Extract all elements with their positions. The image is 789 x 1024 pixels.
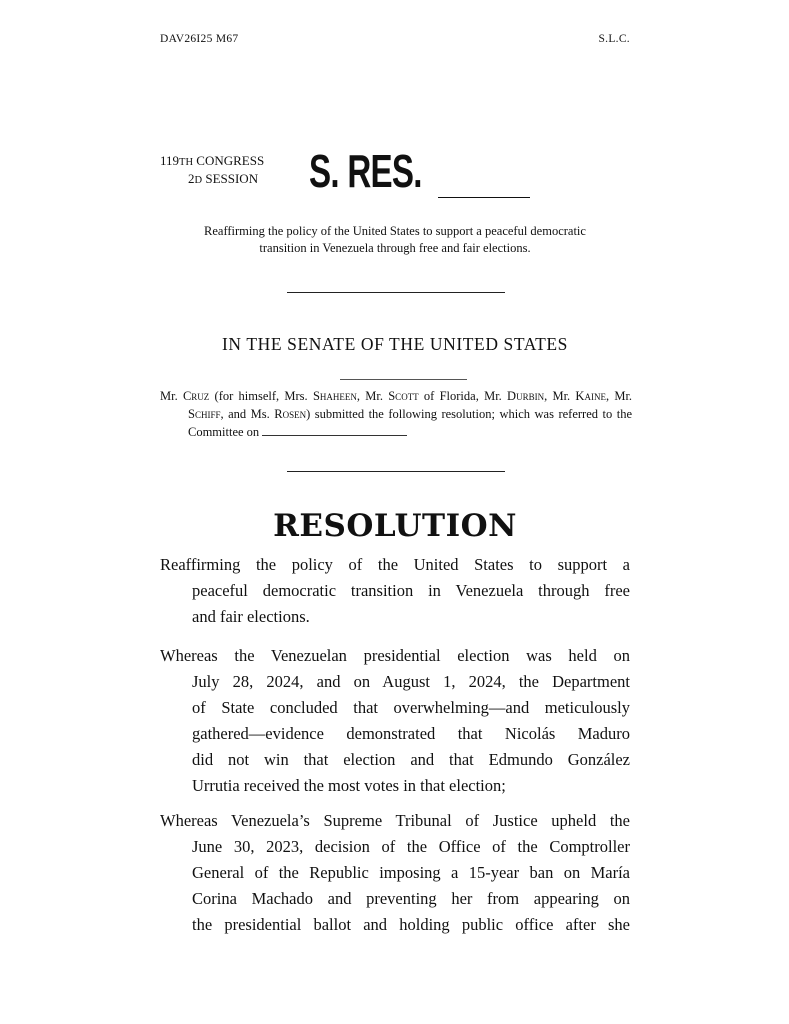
text-line: the presidential ballot and holding public office after she <box>192 915 630 934</box>
sponsor-name: Shaheen <box>312 389 357 403</box>
whereas-clause <box>160 643 630 799</box>
sponsor-name: Kaine <box>575 389 606 403</box>
sponsor-text: Mr. <box>160 389 183 403</box>
sponsor-text: , and Ms. <box>220 407 275 421</box>
sponsor-text: , Mr. <box>605 389 633 403</box>
text-line: and fair elections. <box>192 607 310 626</box>
session-suffix: D <box>194 175 203 186</box>
bill-title: S. RES. <box>309 145 422 197</box>
sponsor-name: Scott <box>388 389 419 403</box>
resolution-purpose <box>160 552 630 630</box>
text-line: June 30, 2023, decision of the Office of the Comptroller <box>192 837 630 856</box>
text-line: Whereas Venezuela’s Supreme Tribunal of Justice upheld the <box>160 811 630 830</box>
whereas-clause <box>160 808 630 938</box>
congress-suffix: TH <box>179 157 194 168</box>
sponsor-text: , Mr. <box>544 389 576 403</box>
document-id: DAV26I25 M67 <box>160 33 239 45</box>
summary-line: Reaffirming the policy of the United States to support a peaceful democratic <box>204 224 586 238</box>
sponsor-text: (for himself, Mrs. <box>209 389 313 403</box>
sponsors-statement <box>160 387 632 441</box>
session-line <box>160 171 264 189</box>
congress-label: CONGRESS <box>196 153 265 168</box>
bill-number-blank <box>438 197 530 198</box>
session-label: SESSION <box>205 171 259 186</box>
text-line: July 28, 2024, and on August 1, 2024, the Department <box>192 672 630 691</box>
sponsor-name: Cruz <box>182 389 210 403</box>
text-line: General of the Republic imposing a 15-year ban on María <box>192 863 630 882</box>
text-line: Corina Machado and preventing her from appearing on <box>192 889 630 908</box>
session-number: 2 <box>188 171 195 186</box>
divider <box>287 471 505 472</box>
congress-number: 119 <box>160 153 180 168</box>
sponsor-text: ) submitted the following resolution; which was referred to the Committee on <box>188 407 632 439</box>
sponsor-text: , Mr. <box>356 389 389 403</box>
divider <box>340 379 467 380</box>
chamber-heading: IN THE SENATE OF THE UNITED STATES <box>222 334 568 354</box>
summary-line: transition in Venezuela through free and fair elections. <box>259 241 531 255</box>
sponsor-name: Schiff <box>188 407 221 421</box>
resolution-heading: RESOLUTION <box>273 508 517 544</box>
congress-session-block <box>160 153 264 189</box>
sponsor-name: Rosen <box>274 407 307 421</box>
text-line: gathered—evidence demonstrated that Nicolás Maduro <box>192 724 630 743</box>
text-line: peaceful democratic transition in Venezuela through free <box>192 581 630 600</box>
congress-line <box>160 153 264 168</box>
sponsor-name: Durbin <box>507 389 545 403</box>
text-line: did not win that election and that Edmundo González <box>192 750 630 769</box>
text-line: Urrutia received the most votes in that election; <box>192 776 506 795</box>
committee-blank <box>262 425 407 436</box>
text-line: of State concluded that overwhelming—and meticulously <box>192 698 630 717</box>
text-line: Whereas the Venezuelan presidential election was held on <box>160 646 630 665</box>
sponsor-text: of Florida, Mr. <box>418 389 508 403</box>
document-code: S.L.C. <box>598 33 630 45</box>
summary <box>160 223 630 257</box>
text-line: Reaffirming the policy of the United States to support a <box>160 555 630 574</box>
divider <box>287 292 505 293</box>
